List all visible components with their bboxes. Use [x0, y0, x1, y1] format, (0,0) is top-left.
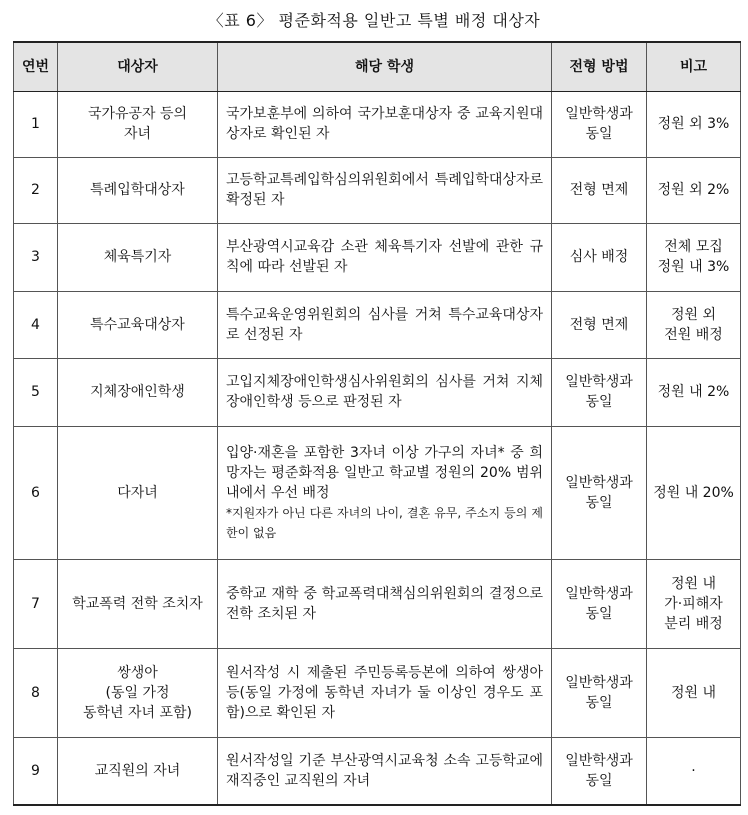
cell-description: 고입지체장애인학생심사위원회의 심사를 거쳐 지체장애인학생 등으로 판정된 자: [218, 358, 552, 426]
cell-no: 3: [14, 223, 58, 291]
header-no: 연번: [14, 42, 58, 91]
header-row: [14, 42, 741, 91]
table-row: [14, 358, 741, 426]
cell-description: 특수교육운영위원회의 심사를 거쳐 특수교육대상자로 선정된 자: [218, 291, 552, 358]
cell-method: 전형 면제: [552, 157, 647, 223]
cell-note: 정원 외 3%: [647, 91, 741, 157]
cell-no: 9: [14, 737, 58, 805]
cell-description: [218, 426, 552, 559]
cell-target: 학교폭력 전학 조치자: [58, 559, 218, 648]
cell-target: 지체장애인학생: [58, 358, 218, 426]
cell-target: 다자녀: [58, 426, 218, 559]
cell-method: 일반학생과 동일: [552, 426, 647, 559]
cell-note: 정원 외 전원 배정: [647, 291, 741, 358]
cell-no: 8: [14, 648, 58, 737]
header-target: 대상자: [58, 42, 218, 91]
cell-target: 특례입학대상자: [58, 157, 218, 223]
cell-target: 국가유공자 등의 자녀: [58, 91, 218, 157]
table-row: [14, 648, 741, 737]
cell-method: 일반학생과 동일: [552, 737, 647, 805]
cell-description-main: 입양·재혼을 포함한 3자녀 이상 가구의 자녀* 중 희망자는 평준화적용 일반고 학교별 정원의 20% 범위 내에서 우선 배정: [226, 444, 543, 501]
cell-note: ·: [647, 737, 741, 805]
cell-description: 고등학교특례입학심의위원회에서 특례입학대상자로 확정된 자: [218, 157, 552, 223]
cell-target: 쌍생아 (동일 가정 동학년 자녀 포함): [58, 648, 218, 737]
cell-no: 1: [14, 91, 58, 157]
cell-note: 정원 외 2%: [647, 157, 741, 223]
cell-target: 교직원의 자녀: [58, 737, 218, 805]
cell-description: 중학교 재학 중 학교폭력대책심의위원회의 결정으로 전학 조치된 자: [218, 559, 552, 648]
cell-description-footnote: *지원자가 아닌 다른 자녀의 나이, 결혼 유무, 주소지 등의 제한이 없음: [226, 505, 543, 540]
cell-no: 6: [14, 426, 58, 559]
cell-target: 체육특기자: [58, 223, 218, 291]
table-row: [14, 559, 741, 648]
cell-no: 7: [14, 559, 58, 648]
cell-method: 일반학생과 동일: [552, 91, 647, 157]
header-method: 전형 방법: [552, 42, 647, 91]
special-assignment-table: [13, 41, 741, 806]
cell-method: 일반학생과 동일: [552, 358, 647, 426]
cell-description: 원서작성 시 제출된 주민등록등본에 의하여 쌍생아 등(동일 가정에 동학년 자녀가 둘 이상인 경우도 포함)으로 확인된 자: [218, 648, 552, 737]
table-row: [14, 91, 741, 157]
cell-note: 정원 내 가·피해자 분리 배정: [647, 559, 741, 648]
table-row: [14, 426, 741, 559]
header-note: 비고: [647, 42, 741, 91]
cell-no: 2: [14, 157, 58, 223]
table-row: [14, 737, 741, 805]
cell-method: 전형 면제: [552, 291, 647, 358]
table-caption: 〈표 6〉 평준화적용 일반고 특별 배정 대상자: [207, 11, 541, 30]
table-row: [14, 291, 741, 358]
cell-note: 정원 내: [647, 648, 741, 737]
cell-target: 특수교육대상자: [58, 291, 218, 358]
cell-description: 원서작성일 기준 부산광역시교육청 소속 고등학교에 재직중인 교직원의 자녀: [218, 737, 552, 805]
cell-method: 일반학생과 동일: [552, 648, 647, 737]
cell-note: 정원 내 20%: [647, 426, 741, 559]
cell-note: 전체 모집 정원 내 3%: [647, 223, 741, 291]
cell-method: 일반학생과 동일: [552, 559, 647, 648]
table-row: [14, 157, 741, 223]
cell-method: 심사 배정: [552, 223, 647, 291]
table-row: [14, 223, 741, 291]
cell-no: 5: [14, 358, 58, 426]
header-description: 해당 학생: [218, 42, 552, 91]
cell-description: 부산광역시교육감 소관 체육특기자 선발에 관한 규칙에 따라 선발된 자: [218, 223, 552, 291]
cell-note: 정원 내 2%: [647, 358, 741, 426]
cell-description: 국가보훈부에 의하여 국가보훈대상자 중 교육지원대상자로 확인된 자: [218, 91, 552, 157]
cell-no: 4: [14, 291, 58, 358]
